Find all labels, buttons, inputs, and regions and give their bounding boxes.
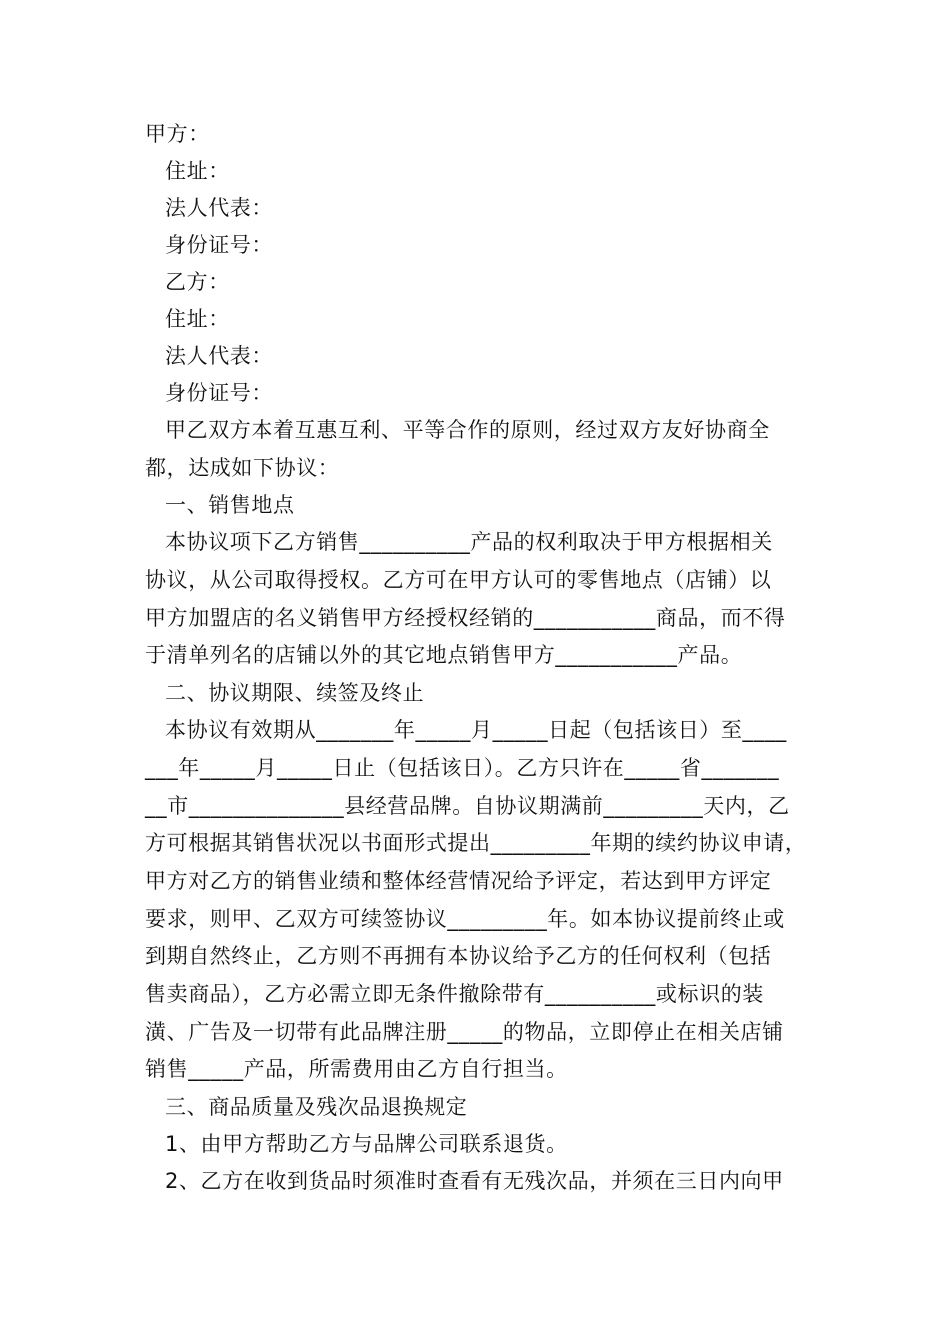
section-1-paragraph <box>145 524 825 675</box>
intro-line: 甲乙双方本着互惠互利、平等合作的原则，经过双方友好协商全 <box>165 418 770 442</box>
intro-line: 都，达成如下协议： <box>145 455 340 480</box>
section-1-line: 于清单列名的店铺以外的其它地点销售甲方___________产品。 <box>145 643 743 668</box>
section-2-line: 本协议有效期从_______年_____月_____日起（包括该日）至____ <box>165 718 787 743</box>
section-3-item: 2、乙方在收到货品时须准时查看有无残次品，并须在三日内向甲 <box>165 1169 784 1193</box>
section-1-line: 协议，从公司取得授权。乙方可在甲方认可的零售地点（店铺）以 <box>145 568 772 593</box>
section-3-item: 1、由甲方帮助乙方与品牌公司联系退货。 <box>165 1132 568 1156</box>
section-1-line: 本协议项下乙方销售__________产品的权利取决于甲方根据相关 <box>165 530 773 555</box>
party-b-title: 乙方： <box>165 270 230 294</box>
section-2-line: 要求，则甲、乙双方可续签协议_________年。如本协议提前终止或 <box>145 906 785 931</box>
section-2-line: 甲方对乙方的销售业绩和整体经营情况给予评定，若达到甲方评定 <box>145 868 772 893</box>
party-a-id: 身份证号： <box>165 233 273 257</box>
party-b-address: 住址： <box>165 307 230 331</box>
intro-paragraph <box>145 412 825 487</box>
section-2-line: 销售_____产品，所需费用由乙方自行担当。 <box>145 1057 568 1082</box>
section-2-line: 到期自然终止，乙方则不再拥有本协议给予乙方的任何权利（包括 <box>145 944 772 969</box>
section-3-heading: 三、商品质量及残次品退换规定 <box>165 1095 468 1119</box>
party-b-legal-rep: 法人代表： <box>165 344 273 368</box>
section-2-line: __市______________县经营品牌。自协议期满前_________天内，乙 <box>145 793 790 818</box>
section-2-line: 售卖商品），乙方必需立即无条件撤除带有__________或标识的装 <box>145 981 764 1006</box>
section-2-paragraph <box>145 712 825 1089</box>
party-a-title: 甲方： <box>145 122 210 146</box>
section-1-line: 甲方加盟店的名义销售甲方经授权经销的___________商品，而不得 <box>145 605 786 630</box>
party-a-legal-rep: 法人代表： <box>165 196 273 220</box>
section-2-heading: 二、协议期限、续签及终止 <box>165 681 425 706</box>
party-a-address: 住址： <box>165 159 230 183</box>
section-2-line: 方可根据其销售状况以书面形式提出_________年期的续约协议申请， <box>145 831 807 856</box>
section-1-heading: 一、销售地点 <box>165 493 295 518</box>
contract-body <box>145 116 825 1200</box>
section-2-line: ___年_____月_____日止（包括该日）。乙方只许在_____省_______ <box>145 755 780 780</box>
section-2-line: 潢、广告及一切带有此品牌注册_____的物品，立即停止在相关店铺 <box>145 1019 784 1044</box>
party-b-id: 身份证号： <box>165 381 273 405</box>
